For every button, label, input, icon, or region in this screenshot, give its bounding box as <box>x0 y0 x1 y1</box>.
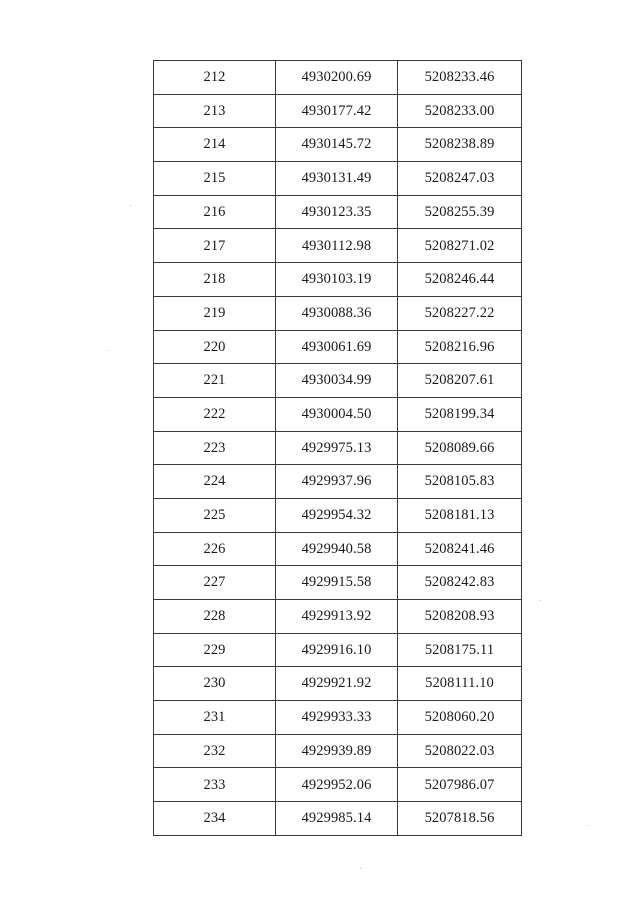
y-coordinate-cell: 5208111.10 <box>398 667 522 701</box>
table-row <box>154 296 522 330</box>
table-row <box>154 600 522 634</box>
x-coordinate-cell: 4930200.69 <box>276 61 398 95</box>
table-row <box>154 431 522 465</box>
scan-speck <box>540 600 541 601</box>
table-row <box>154 162 522 196</box>
point-number-cell: 221 <box>154 364 276 398</box>
table-row <box>154 633 522 667</box>
y-coordinate-cell: 5208255.39 <box>398 195 522 229</box>
point-number-cell: 215 <box>154 162 276 196</box>
x-coordinate-cell: 4930112.98 <box>276 229 398 263</box>
table-row <box>154 330 522 364</box>
point-number-cell: 226 <box>154 532 276 566</box>
y-coordinate-cell: 5208181.13 <box>398 498 522 532</box>
point-number-cell: 218 <box>154 263 276 297</box>
table-row <box>154 195 522 229</box>
y-coordinate-cell: 5208227.22 <box>398 296 522 330</box>
coordinate-table <box>153 60 522 836</box>
point-number-cell: 231 <box>154 701 276 735</box>
table-row <box>154 229 522 263</box>
x-coordinate-cell: 4929954.32 <box>276 498 398 532</box>
point-number-cell: 216 <box>154 195 276 229</box>
table-row <box>154 94 522 128</box>
scan-speck <box>130 205 131 206</box>
y-coordinate-cell: 5208175.11 <box>398 633 522 667</box>
y-coordinate-cell: 5208208.93 <box>398 600 522 634</box>
table-row <box>154 263 522 297</box>
table-row <box>154 734 522 768</box>
x-coordinate-cell: 4930004.50 <box>276 397 398 431</box>
table-row <box>154 128 522 162</box>
point-number-cell: 219 <box>154 296 276 330</box>
x-coordinate-cell: 4929933.33 <box>276 701 398 735</box>
y-coordinate-cell: 5208241.46 <box>398 532 522 566</box>
y-coordinate-cell: 5208238.89 <box>398 128 522 162</box>
x-coordinate-cell: 4929915.58 <box>276 566 398 600</box>
scan-speck <box>108 350 109 351</box>
point-number-cell: 224 <box>154 465 276 499</box>
y-coordinate-cell: 5208233.46 <box>398 61 522 95</box>
x-coordinate-cell: 4929952.06 <box>276 768 398 802</box>
x-coordinate-cell: 4930131.49 <box>276 162 398 196</box>
table-row <box>154 532 522 566</box>
scan-speck <box>360 868 361 869</box>
y-coordinate-cell: 5208246.44 <box>398 263 522 297</box>
x-coordinate-cell: 4929975.13 <box>276 431 398 465</box>
table-row <box>154 701 522 735</box>
point-number-cell: 225 <box>154 498 276 532</box>
x-coordinate-cell: 4930088.36 <box>276 296 398 330</box>
table-row <box>154 397 522 431</box>
y-coordinate-cell: 5208271.02 <box>398 229 522 263</box>
x-coordinate-cell: 4930145.72 <box>276 128 398 162</box>
y-coordinate-cell: 5208233.00 <box>398 94 522 128</box>
y-coordinate-cell: 5208242.83 <box>398 566 522 600</box>
coordinate-table-body <box>154 61 522 836</box>
y-coordinate-cell: 5207986.07 <box>398 768 522 802</box>
point-number-cell: 212 <box>154 61 276 95</box>
y-coordinate-cell: 5208247.03 <box>398 162 522 196</box>
x-coordinate-cell: 4929921.92 <box>276 667 398 701</box>
x-coordinate-cell: 4929940.58 <box>276 532 398 566</box>
point-number-cell: 233 <box>154 768 276 802</box>
x-coordinate-cell: 4930061.69 <box>276 330 398 364</box>
point-number-cell: 230 <box>154 667 276 701</box>
x-coordinate-cell: 4930034.99 <box>276 364 398 398</box>
point-number-cell: 213 <box>154 94 276 128</box>
table-row <box>154 566 522 600</box>
y-coordinate-cell: 5208207.61 <box>398 364 522 398</box>
point-number-cell: 229 <box>154 633 276 667</box>
table-row <box>154 498 522 532</box>
scan-speck <box>588 825 589 826</box>
table-row <box>154 61 522 95</box>
y-coordinate-cell: 5208199.34 <box>398 397 522 431</box>
table-row <box>154 364 522 398</box>
y-coordinate-cell: 5208216.96 <box>398 330 522 364</box>
point-number-cell: 214 <box>154 128 276 162</box>
y-coordinate-cell: 5208060.20 <box>398 701 522 735</box>
table-row <box>154 667 522 701</box>
y-coordinate-cell: 5208089.66 <box>398 431 522 465</box>
y-coordinate-cell: 5208022.03 <box>398 734 522 768</box>
x-coordinate-cell: 4930123.35 <box>276 195 398 229</box>
y-coordinate-cell: 5207818.56 <box>398 802 522 836</box>
x-coordinate-cell: 4929937.96 <box>276 465 398 499</box>
point-number-cell: 234 <box>154 802 276 836</box>
x-coordinate-cell: 4929913.92 <box>276 600 398 634</box>
point-number-cell: 222 <box>154 397 276 431</box>
y-coordinate-cell: 5208105.83 <box>398 465 522 499</box>
x-coordinate-cell: 4930177.42 <box>276 94 398 128</box>
point-number-cell: 227 <box>154 566 276 600</box>
x-coordinate-cell: 4929985.14 <box>276 802 398 836</box>
x-coordinate-cell: 4929916.10 <box>276 633 398 667</box>
x-coordinate-cell: 4929939.89 <box>276 734 398 768</box>
point-number-cell: 223 <box>154 431 276 465</box>
point-number-cell: 220 <box>154 330 276 364</box>
point-number-cell: 232 <box>154 734 276 768</box>
table-row <box>154 768 522 802</box>
table-row <box>154 802 522 836</box>
point-number-cell: 228 <box>154 600 276 634</box>
x-coordinate-cell: 4930103.19 <box>276 263 398 297</box>
table-row <box>154 465 522 499</box>
point-number-cell: 217 <box>154 229 276 263</box>
